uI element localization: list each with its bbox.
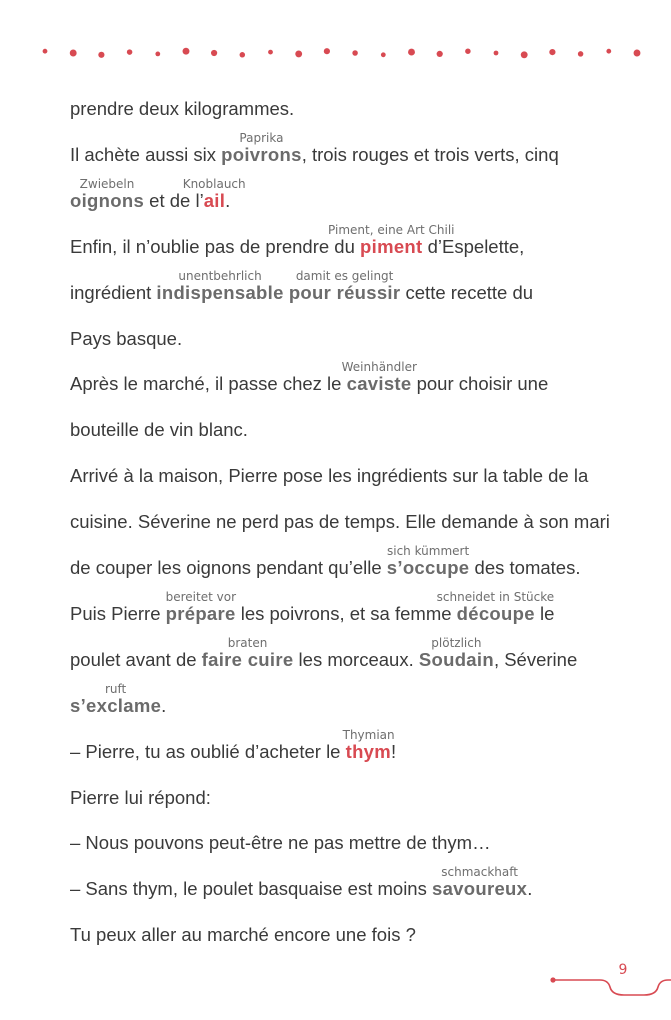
text-segment: Après le marché, il passe chez le [70, 373, 347, 395]
vocab-word-text: thym [345, 740, 392, 762]
border-dot [240, 52, 246, 58]
text-line [70, 589, 555, 626]
vocab-word [70, 681, 162, 718]
vocab-word-text: s’occupe [386, 557, 470, 578]
text-segment: Pierre lui répond: [70, 786, 211, 808]
text-segment: , Séverine [493, 648, 578, 670]
border-dot [183, 48, 190, 55]
decorative-dot-border [0, 38, 671, 68]
vocab-gloss: bereitet vor [165, 589, 236, 604]
border-dot [437, 51, 443, 57]
vocab-word [418, 635, 494, 672]
border-dot [211, 50, 217, 56]
text-segment: Enfin, il n’oublie pas de prendre du [70, 235, 361, 257]
vocab-gloss: Knoblauch [182, 176, 246, 191]
footer-curve [553, 980, 671, 995]
page-number: 9 [618, 962, 628, 978]
text-line [70, 865, 533, 901]
vocab-word-text: découpe [456, 602, 535, 624]
text-line [70, 544, 581, 580]
text-segment: pour choisir une [411, 373, 549, 395]
border-dot [324, 48, 330, 54]
text-segment: – Sans thym, le poulet basquaise est moins [70, 878, 432, 900]
border-dot [606, 49, 611, 54]
text-line [70, 510, 610, 534]
border-dot [465, 48, 471, 54]
vocab-word [221, 130, 302, 167]
vocab-gloss: Zwiebeln [79, 176, 135, 191]
vocab-word [386, 544, 470, 580]
vocab-word-text: s’exclame [70, 694, 162, 716]
border-dot [381, 52, 386, 57]
vocab-word [201, 635, 294, 672]
text-line [70, 176, 246, 213]
vocab-gloss: damit es gelingt [295, 268, 394, 283]
vocab-word-text: faire cuire [201, 648, 294, 670]
border-dot [295, 50, 302, 57]
vocab-word-text: prépare [165, 602, 236, 624]
vocab-word-text: poivrons [221, 143, 302, 165]
border-dot [578, 51, 584, 57]
text-line [70, 418, 248, 442]
text-segment: Arrivé à la maison, Pierre pose les ingrédients sur la table de la [70, 465, 589, 487]
vocab-gloss: unentbehrlich [178, 268, 262, 283]
border-dot [408, 49, 415, 56]
border-dot [43, 49, 48, 54]
vocab-word [341, 360, 417, 396]
vocab-gloss: schmackhaft [441, 865, 518, 880]
text-line [70, 464, 588, 488]
vocab-gloss: Thymian [342, 727, 395, 742]
text-line [70, 97, 294, 121]
text-line [70, 635, 578, 672]
text-line [70, 222, 525, 259]
border-dot [98, 52, 104, 58]
vocab-word-text: oignons [70, 189, 145, 211]
text-line [70, 360, 549, 396]
text-line [70, 831, 491, 855]
border-dot [352, 50, 358, 56]
text-segment: – Nous pouvons peut-être ne pas mettre de thym… [70, 832, 491, 854]
text-segment: cette recette du [400, 281, 534, 303]
vocab-word [328, 222, 455, 259]
border-dot [549, 49, 555, 55]
vocab-word-text: ail [203, 189, 226, 211]
vocab-word [288, 268, 401, 305]
vocab-word-text: piment [360, 235, 423, 257]
text-segment: les morceaux. [293, 648, 419, 670]
text-segment: Pays basque. [70, 327, 183, 349]
text-segment: le [534, 602, 555, 624]
border-dot [634, 50, 641, 57]
border-dot [155, 52, 160, 57]
vocab-word-text: savoureux [431, 878, 528, 900]
vocab-gloss: Weinhändler [341, 360, 417, 375]
text-segment: Puis Pierre [70, 602, 166, 624]
text-segment: prendre deux kilogrammes. [70, 98, 295, 119]
text-segment: – Pierre, tu as oublié d’acheter le [70, 740, 346, 762]
vocab-gloss: Paprika [239, 130, 284, 145]
text-segment: Tu peux aller au marché encore une fois ? [70, 924, 416, 946]
vocab-gloss: ruft [104, 681, 127, 696]
border-dot [521, 51, 528, 58]
text-segment: . [161, 694, 167, 716]
vocab-word [165, 589, 236, 626]
text-line [70, 268, 534, 305]
vocab-word [156, 268, 284, 305]
vocab-word-text: caviste [346, 373, 412, 395]
vocab-word [70, 176, 145, 213]
vocab-gloss: plötzlich [431, 635, 482, 650]
vocab-word-text: pour réussir [288, 281, 401, 303]
text-line [70, 727, 397, 764]
border-dot [70, 50, 77, 57]
vocab-word [431, 865, 528, 901]
text-line [70, 327, 182, 351]
vocab-gloss: sich kümmert [386, 544, 470, 558]
text-segment: cuisine. Séverine ne perd pas de temps. Elle demande à son mari [70, 511, 610, 533]
text-line [70, 681, 167, 718]
text-segment: Il achète aussi six [70, 143, 222, 165]
text-segment: de couper les oignons pendant qu’elle [70, 557, 387, 578]
text-line [70, 786, 211, 810]
text-segment: les poivrons, et sa femme [235, 602, 457, 624]
text-segment: bouteille de vin blanc. [70, 419, 248, 441]
vocab-gloss: Piment, eine Art Chili [328, 222, 455, 237]
text-segment: poulet avant de [70, 648, 202, 670]
page-footer-ornament [540, 955, 671, 1005]
vocab-gloss: braten [227, 635, 268, 650]
text-segment: . [225, 189, 231, 211]
vocab-word [182, 176, 246, 213]
text-segment: d’Espelette, [422, 235, 525, 257]
text-segment: ingrédient [70, 281, 157, 303]
text-segment: et de l’ [144, 189, 204, 211]
text-segment: , trois rouges et trois verts, cinq [301, 143, 559, 165]
border-dot [127, 49, 133, 55]
vocab-gloss: schneidet in Stücke [436, 589, 555, 604]
text-segment: des tomates. [469, 557, 581, 578]
vocab-word [342, 727, 395, 764]
text-segment: . [527, 878, 533, 900]
text-line [70, 130, 559, 167]
vocab-word-text: Soudain [418, 648, 494, 670]
text-segment: ! [391, 740, 397, 762]
text-line [70, 923, 416, 947]
border-dot [494, 51, 499, 56]
vocab-word-text: indispensable [156, 281, 284, 303]
border-dot [268, 50, 273, 55]
